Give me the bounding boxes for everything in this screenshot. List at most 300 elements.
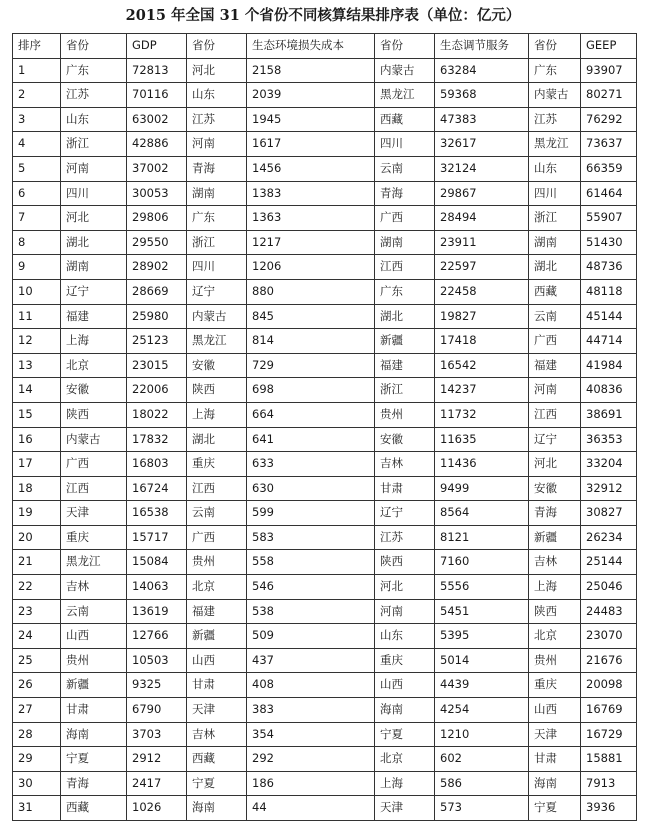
cell-province: 内蒙古 — [375, 58, 435, 83]
cell-gdp: 16538 — [127, 501, 187, 526]
cell-province: 吉林 — [529, 550, 581, 575]
cell-eco-loss: 354 — [247, 722, 375, 747]
header-province-service: 省份 — [375, 34, 435, 59]
table-row — [13, 771, 637, 796]
cell-rank: 29 — [13, 747, 61, 772]
cell-province: 内蒙古 — [529, 83, 581, 108]
cell-geep: 48118 — [581, 279, 637, 304]
cell-eco-loss: 880 — [247, 279, 375, 304]
cell-province: 黑龙江 — [187, 329, 247, 354]
cell-province: 四川 — [61, 181, 127, 206]
cell-province: 甘肃 — [61, 698, 127, 723]
table-row — [13, 501, 637, 526]
cell-geep: 3936 — [581, 796, 637, 821]
cell-province: 湖南 — [529, 230, 581, 255]
cell-province: 山西 — [61, 624, 127, 649]
cell-rank: 28 — [13, 722, 61, 747]
cell-province: 江西 — [529, 402, 581, 427]
cell-province: 河北 — [529, 452, 581, 477]
cell-province: 天津 — [187, 698, 247, 723]
cell-rank: 25 — [13, 648, 61, 673]
cell-province: 浙江 — [61, 132, 127, 157]
cell-province: 山东 — [529, 156, 581, 181]
table-row — [13, 279, 637, 304]
cell-province: 辽宁 — [529, 427, 581, 452]
cell-gdp: 14063 — [127, 575, 187, 600]
cell-geep: 41984 — [581, 353, 637, 378]
cell-eco-loss: 437 — [247, 648, 375, 673]
cell-eco-service: 8564 — [435, 501, 529, 526]
table-row — [13, 329, 637, 354]
cell-gdp: 2417 — [127, 771, 187, 796]
cell-eco-service: 17418 — [435, 329, 529, 354]
cell-province: 江苏 — [529, 107, 581, 132]
cell-rank: 7 — [13, 206, 61, 231]
cell-rank: 30 — [13, 771, 61, 796]
cell-province: 河南 — [187, 132, 247, 157]
cell-province: 河南 — [61, 156, 127, 181]
cell-province: 重庆 — [61, 525, 127, 550]
cell-province: 新疆 — [375, 329, 435, 354]
cell-rank: 11 — [13, 304, 61, 329]
cell-rank: 17 — [13, 452, 61, 477]
cell-province: 浙江 — [187, 230, 247, 255]
cell-province: 云南 — [529, 304, 581, 329]
cell-eco-service: 8121 — [435, 525, 529, 550]
table-row — [13, 353, 637, 378]
table-row — [13, 722, 637, 747]
cell-province: 陕西 — [529, 599, 581, 624]
cell-province: 云南 — [375, 156, 435, 181]
header-row — [13, 34, 637, 59]
cell-province: 广西 — [61, 452, 127, 477]
cell-gdp: 28902 — [127, 255, 187, 280]
cell-province: 青海 — [61, 771, 127, 796]
cell-province: 陕西 — [187, 378, 247, 403]
table-row — [13, 427, 637, 452]
cell-eco-service: 11732 — [435, 402, 529, 427]
cell-province: 青海 — [375, 181, 435, 206]
cell-eco-service: 1210 — [435, 722, 529, 747]
cell-province: 广东 — [375, 279, 435, 304]
header-rank: 排序 — [13, 34, 61, 59]
cell-province: 四川 — [187, 255, 247, 280]
cell-province: 甘肃 — [529, 747, 581, 772]
table-row — [13, 599, 637, 624]
cell-rank: 22 — [13, 575, 61, 600]
cell-eco-service: 29867 — [435, 181, 529, 206]
cell-gdp: 6790 — [127, 698, 187, 723]
cell-province: 新疆 — [61, 673, 127, 698]
cell-province: 福建 — [61, 304, 127, 329]
cell-gdp: 15084 — [127, 550, 187, 575]
cell-gdp: 2912 — [127, 747, 187, 772]
cell-geep: 93907 — [581, 58, 637, 83]
cell-province: 陕西 — [61, 402, 127, 427]
cell-province: 新疆 — [187, 624, 247, 649]
cell-gdp: 25980 — [127, 304, 187, 329]
cell-province: 湖北 — [529, 255, 581, 280]
cell-province: 湖南 — [375, 230, 435, 255]
table-row — [13, 181, 637, 206]
cell-eco-loss: 664 — [247, 402, 375, 427]
cell-eco-loss: 1945 — [247, 107, 375, 132]
cell-gdp: 15717 — [127, 525, 187, 550]
cell-province: 西藏 — [187, 747, 247, 772]
cell-province: 山东 — [375, 624, 435, 649]
cell-province: 内蒙古 — [61, 427, 127, 452]
cell-province: 江西 — [375, 255, 435, 280]
cell-province: 贵州 — [187, 550, 247, 575]
cell-geep: 36353 — [581, 427, 637, 452]
cell-rank: 16 — [13, 427, 61, 452]
cell-province: 湖南 — [187, 181, 247, 206]
table-row — [13, 132, 637, 157]
cell-province: 山东 — [187, 83, 247, 108]
cell-province: 青海 — [529, 501, 581, 526]
cell-province: 海南 — [61, 722, 127, 747]
cell-gdp: 37002 — [127, 156, 187, 181]
cell-gdp: 16724 — [127, 476, 187, 501]
cell-geep: 32912 — [581, 476, 637, 501]
table-row — [13, 648, 637, 673]
cell-gdp: 3703 — [127, 722, 187, 747]
cell-province: 重庆 — [375, 648, 435, 673]
cell-province: 北京 — [187, 575, 247, 600]
cell-province: 贵州 — [375, 402, 435, 427]
cell-eco-service: 4439 — [435, 673, 529, 698]
cell-eco-loss: 1456 — [247, 156, 375, 181]
cell-eco-loss: 633 — [247, 452, 375, 477]
cell-province: 安徽 — [187, 353, 247, 378]
cell-eco-service: 586 — [435, 771, 529, 796]
cell-eco-service: 59368 — [435, 83, 529, 108]
cell-gdp: 16803 — [127, 452, 187, 477]
cell-eco-service: 5556 — [435, 575, 529, 600]
table-row — [13, 58, 637, 83]
cell-province: 山西 — [187, 648, 247, 673]
cell-gdp: 10503 — [127, 648, 187, 673]
cell-eco-loss: 814 — [247, 329, 375, 354]
cell-province: 安徽 — [529, 476, 581, 501]
cell-province: 河北 — [61, 206, 127, 231]
cell-gdp: 42886 — [127, 132, 187, 157]
cell-rank: 3 — [13, 107, 61, 132]
cell-province: 北京 — [375, 747, 435, 772]
cell-geep: 15881 — [581, 747, 637, 772]
cell-province: 上海 — [187, 402, 247, 427]
cell-eco-service: 32617 — [435, 132, 529, 157]
cell-province: 江苏 — [187, 107, 247, 132]
cell-geep: 30827 — [581, 501, 637, 526]
table-row — [13, 525, 637, 550]
cell-eco-loss: 599 — [247, 501, 375, 526]
cell-eco-loss: 44 — [247, 796, 375, 821]
table-row — [13, 107, 637, 132]
cell-eco-service: 28494 — [435, 206, 529, 231]
cell-province: 湖北 — [61, 230, 127, 255]
cell-eco-loss: 558 — [247, 550, 375, 575]
cell-province: 湖南 — [61, 255, 127, 280]
cell-rank: 4 — [13, 132, 61, 157]
cell-eco-service: 19827 — [435, 304, 529, 329]
cell-rank: 6 — [13, 181, 61, 206]
cell-eco-loss: 509 — [247, 624, 375, 649]
cell-eco-service: 5395 — [435, 624, 529, 649]
cell-eco-service: 5451 — [435, 599, 529, 624]
cell-eco-service: 602 — [435, 747, 529, 772]
table-row — [13, 378, 637, 403]
cell-geep: 73637 — [581, 132, 637, 157]
cell-eco-loss: 383 — [247, 698, 375, 723]
header-eco-loss: 生态环境损失成本 — [247, 34, 375, 59]
cell-rank: 15 — [13, 402, 61, 427]
header-province-geep: 省份 — [529, 34, 581, 59]
cell-geep: 51430 — [581, 230, 637, 255]
table-row — [13, 206, 637, 231]
cell-province: 湖北 — [187, 427, 247, 452]
cell-province: 福建 — [529, 353, 581, 378]
header-province-loss: 省份 — [187, 34, 247, 59]
cell-rank: 8 — [13, 230, 61, 255]
cell-province: 福建 — [187, 599, 247, 624]
cell-province: 云南 — [187, 501, 247, 526]
cell-province: 江西 — [187, 476, 247, 501]
cell-eco-loss: 583 — [247, 525, 375, 550]
cell-eco-loss: 292 — [247, 747, 375, 772]
cell-province: 河北 — [375, 575, 435, 600]
cell-eco-loss: 538 — [247, 599, 375, 624]
cell-gdp: 1026 — [127, 796, 187, 821]
cell-province: 海南 — [375, 698, 435, 723]
header-gdp: GDP — [127, 34, 187, 59]
cell-province: 四川 — [529, 181, 581, 206]
cell-province: 吉林 — [61, 575, 127, 600]
cell-geep: 23070 — [581, 624, 637, 649]
cell-geep: 45144 — [581, 304, 637, 329]
cell-eco-loss: 698 — [247, 378, 375, 403]
cell-rank: 10 — [13, 279, 61, 304]
cell-province: 西藏 — [375, 107, 435, 132]
cell-geep: 16729 — [581, 722, 637, 747]
cell-eco-loss: 408 — [247, 673, 375, 698]
cell-province: 浙江 — [529, 206, 581, 231]
cell-province: 北京 — [61, 353, 127, 378]
cell-geep: 80271 — [581, 83, 637, 108]
cell-province: 贵州 — [61, 648, 127, 673]
cell-eco-loss: 729 — [247, 353, 375, 378]
cell-eco-service: 16542 — [435, 353, 529, 378]
cell-eco-service: 573 — [435, 796, 529, 821]
cell-gdp: 72813 — [127, 58, 187, 83]
cell-gdp: 28669 — [127, 279, 187, 304]
cell-rank: 20 — [13, 525, 61, 550]
cell-eco-loss: 641 — [247, 427, 375, 452]
table-row — [13, 550, 637, 575]
cell-province: 湖北 — [375, 304, 435, 329]
cell-province: 上海 — [375, 771, 435, 796]
cell-province: 云南 — [61, 599, 127, 624]
cell-gdp: 29806 — [127, 206, 187, 231]
cell-eco-service: 22458 — [435, 279, 529, 304]
cell-eco-loss: 2158 — [247, 58, 375, 83]
cell-province: 上海 — [61, 329, 127, 354]
cell-geep: 7913 — [581, 771, 637, 796]
cell-geep: 48736 — [581, 255, 637, 280]
cell-province: 安徽 — [61, 378, 127, 403]
cell-rank: 26 — [13, 673, 61, 698]
cell-rank: 18 — [13, 476, 61, 501]
table-row — [13, 575, 637, 600]
cell-province: 四川 — [375, 132, 435, 157]
cell-province: 重庆 — [529, 673, 581, 698]
cell-eco-service: 11436 — [435, 452, 529, 477]
table-row — [13, 83, 637, 108]
cell-eco-loss: 1383 — [247, 181, 375, 206]
header-geep: GEEP — [581, 34, 637, 59]
cell-geep: 44714 — [581, 329, 637, 354]
cell-province: 广西 — [187, 525, 247, 550]
cell-gdp: 30053 — [127, 181, 187, 206]
cell-eco-service: 9499 — [435, 476, 529, 501]
cell-gdp: 9325 — [127, 673, 187, 698]
cell-province: 上海 — [529, 575, 581, 600]
cell-province: 陕西 — [375, 550, 435, 575]
cell-eco-service: 32124 — [435, 156, 529, 181]
cell-eco-loss: 1206 — [247, 255, 375, 280]
ranking-table — [12, 33, 637, 821]
table-row — [13, 698, 637, 723]
cell-province: 宁夏 — [61, 747, 127, 772]
cell-rank: 21 — [13, 550, 61, 575]
cell-eco-service: 5014 — [435, 648, 529, 673]
cell-rank: 13 — [13, 353, 61, 378]
cell-province: 广东 — [529, 58, 581, 83]
cell-eco-loss: 1363 — [247, 206, 375, 231]
cell-province: 河北 — [187, 58, 247, 83]
cell-eco-loss: 630 — [247, 476, 375, 501]
cell-province: 天津 — [529, 722, 581, 747]
cell-geep: 40836 — [581, 378, 637, 403]
table-row — [13, 304, 637, 329]
cell-geep: 25046 — [581, 575, 637, 600]
cell-province: 山东 — [61, 107, 127, 132]
cell-province: 甘肃 — [187, 673, 247, 698]
cell-province: 辽宁 — [61, 279, 127, 304]
table-row — [13, 624, 637, 649]
cell-eco-service: 11635 — [435, 427, 529, 452]
table-row — [13, 673, 637, 698]
cell-gdp: 25123 — [127, 329, 187, 354]
cell-province: 江苏 — [61, 83, 127, 108]
table-row — [13, 476, 637, 501]
cell-province: 黑龙江 — [529, 132, 581, 157]
cell-province: 广东 — [61, 58, 127, 83]
cell-gdp: 13619 — [127, 599, 187, 624]
cell-gdp: 29550 — [127, 230, 187, 255]
cell-province: 海南 — [529, 771, 581, 796]
cell-eco-loss: 546 — [247, 575, 375, 600]
cell-province: 山西 — [529, 698, 581, 723]
table-row — [13, 156, 637, 181]
cell-province: 天津 — [375, 796, 435, 821]
table-row — [13, 747, 637, 772]
cell-eco-loss: 186 — [247, 771, 375, 796]
cell-province: 广西 — [529, 329, 581, 354]
cell-rank: 27 — [13, 698, 61, 723]
cell-gdp: 22006 — [127, 378, 187, 403]
cell-province: 宁夏 — [187, 771, 247, 796]
cell-eco-loss: 2039 — [247, 83, 375, 108]
cell-province: 福建 — [375, 353, 435, 378]
cell-geep: 24483 — [581, 599, 637, 624]
table-row — [13, 255, 637, 280]
cell-geep: 33204 — [581, 452, 637, 477]
cell-geep: 76292 — [581, 107, 637, 132]
cell-rank: 19 — [13, 501, 61, 526]
cell-province: 安徽 — [375, 427, 435, 452]
header-eco-service: 生态调节服务 — [435, 34, 529, 59]
cell-province: 吉林 — [375, 452, 435, 477]
cell-gdp: 12766 — [127, 624, 187, 649]
cell-province: 宁夏 — [375, 722, 435, 747]
header-province-gdp: 省份 — [61, 34, 127, 59]
cell-rank: 24 — [13, 624, 61, 649]
cell-eco-service: 4254 — [435, 698, 529, 723]
table-title: 2015 年全国 31 个省份不同核算结果排序表（单位：亿元） — [125, 7, 521, 24]
cell-geep: 38691 — [581, 402, 637, 427]
cell-gdp: 70116 — [127, 83, 187, 108]
cell-province: 黑龙江 — [375, 83, 435, 108]
cell-province: 吉林 — [187, 722, 247, 747]
cell-province: 江苏 — [375, 525, 435, 550]
cell-rank: 23 — [13, 599, 61, 624]
cell-eco-loss: 845 — [247, 304, 375, 329]
cell-province: 海南 — [187, 796, 247, 821]
cell-eco-service: 14237 — [435, 378, 529, 403]
table-row — [13, 452, 637, 477]
cell-province: 天津 — [61, 501, 127, 526]
cell-eco-service: 22597 — [435, 255, 529, 280]
cell-province: 江西 — [61, 476, 127, 501]
cell-province: 宁夏 — [529, 796, 581, 821]
cell-province: 辽宁 — [375, 501, 435, 526]
cell-eco-service: 63284 — [435, 58, 529, 83]
cell-geep: 25144 — [581, 550, 637, 575]
cell-geep: 21676 — [581, 648, 637, 673]
cell-geep: 66359 — [581, 156, 637, 181]
table-row — [13, 230, 637, 255]
cell-eco-service: 47383 — [435, 107, 529, 132]
cell-province: 西藏 — [529, 279, 581, 304]
cell-province: 青海 — [187, 156, 247, 181]
cell-rank: 1 — [13, 58, 61, 83]
cell-gdp: 18022 — [127, 402, 187, 427]
cell-rank: 14 — [13, 378, 61, 403]
cell-rank: 9 — [13, 255, 61, 280]
cell-rank: 5 — [13, 156, 61, 181]
cell-province: 广东 — [187, 206, 247, 231]
cell-province: 内蒙古 — [187, 304, 247, 329]
cell-rank: 2 — [13, 83, 61, 108]
cell-province: 河南 — [375, 599, 435, 624]
cell-rank: 12 — [13, 329, 61, 354]
cell-geep: 55907 — [581, 206, 637, 231]
cell-geep: 26234 — [581, 525, 637, 550]
cell-eco-service: 7160 — [435, 550, 529, 575]
cell-gdp: 63002 — [127, 107, 187, 132]
cell-gdp: 17832 — [127, 427, 187, 452]
